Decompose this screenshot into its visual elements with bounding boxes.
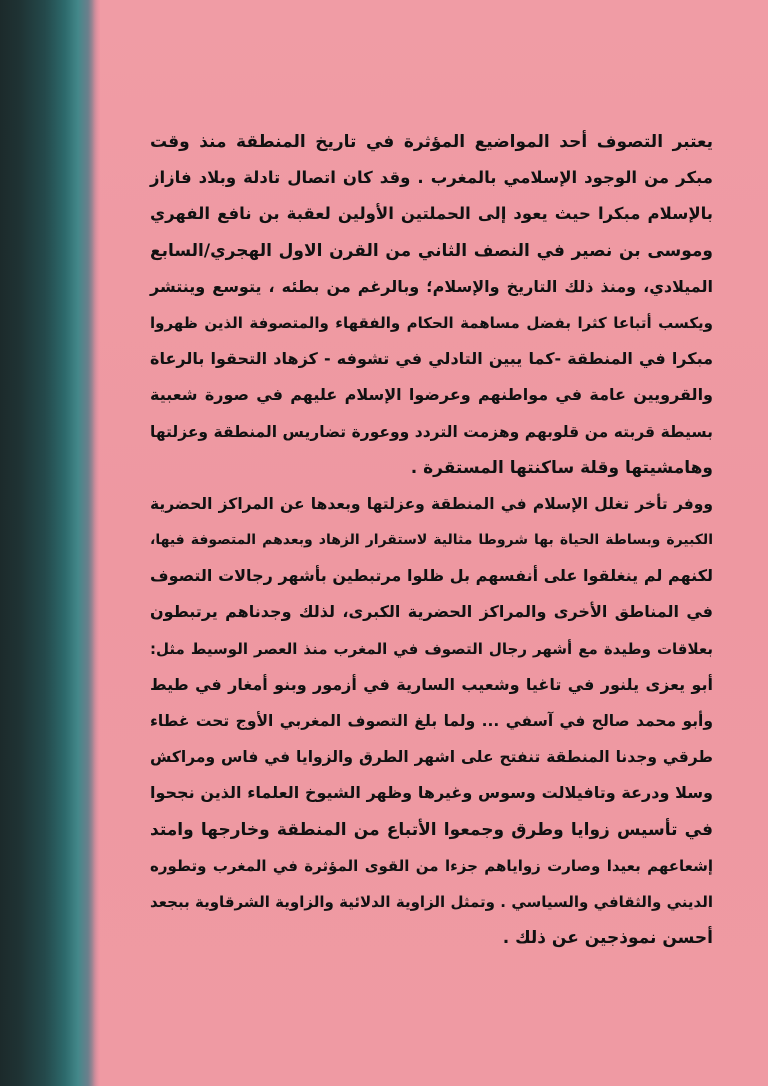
- text-line: الميلادي، ومنذ ذلك التاريخ والإسلام؛ وبالرغم من بطئه ، يتوسع وينتشر: [150, 276, 713, 296]
- text-line: وموسى بن نصير في النصف الثاني من القرن الاول الهجري/السابع: [150, 240, 713, 261]
- text-line: لكنهم لم ينغلقوا على أنفسهم بل ظلوا مرتبطين بأشهر رجالات التصوف: [150, 566, 713, 586]
- text-line: أحسن نموذجين عن ذلك .: [502, 928, 713, 949]
- text-line: وسلا ودرعة وتافيلالت وسوس وغيرها وظهر الشيوخ العلماء الذين نجحوا: [150, 783, 713, 803]
- text-line: يعتبر التصوف أحد المواضيع المؤثرة في تاريخ المنطقة منذ وقت: [150, 132, 713, 152]
- text-line: طرقي وجدنا المنطقة تنفتح على اشهر الطرق والزوايا في فاس ومراكش: [150, 748, 713, 767]
- text-line: والقرويين عامة في مواطنهم وعرضوا الإسلام عليهم في صورة شعبية: [150, 385, 713, 405]
- text-line: بسيطة قربته من قلوبهم وهزمت التردد ووعورة تضاريس المنطقة وعزلتها: [150, 422, 713, 441]
- text-line: وأبو محمد صالح في آسفي ... ولما بلغ التصوف المغربي الأوج تحت غطاء: [150, 712, 713, 730]
- text-line: ويكسب أتباعا كثرا بفضل مساهمة الحكام والفقهاء والمتصوفة الذين ظهروا: [150, 313, 713, 332]
- text-line: وهامشيتها وقلة ساكنتها المستقرة .: [410, 457, 713, 478]
- text-line: بالإسلام مبكرا حيث يعود إلى الحملتين الأولين لعقبة بن نافع الفهري: [150, 204, 713, 224]
- text-line: ووفر تأخر تغلل الإسلام في المنطقة وعزلتها وبعدها عن المراكز الحضرية: [150, 494, 713, 513]
- text-line: في تأسيس زوايا وطرق وجمعوا الأتباع من المنطقة وخارجها وامتد: [150, 819, 713, 840]
- text-line: مبكرا في المنطقة -كما يبين التادلي في تشوفه - كزهاد التحقوا بالرعاة: [150, 349, 713, 369]
- blurb-text: [150, 124, 713, 956]
- paragraph-1: [150, 124, 713, 486]
- text-line: إشعاعهم بعيدا وصارت زواياهم جزءا من القوى المؤثرة في المغرب وتطوره: [150, 856, 713, 875]
- text-line: بعلاقات وطيدة مع أشهر رجال التصوف في المغرب منذ العصر الوسيط مثل:: [150, 639, 713, 658]
- text-line: مبكر من الوجود الإسلامي بالمغرب . وقد كان اتصال تادلة وبلاد فازاز: [150, 168, 713, 188]
- text-line: في المناطق الأخرى والمراكز الحضرية الكبرى، لذلك وجدناهم يرتبطون: [150, 602, 713, 622]
- text-line: الكبيرة وبساطة الحياة بها شروطا مثالية لاستقرار الزهاد وبعدهم المتصوفة فيها،: [150, 532, 713, 549]
- text-line: أبو يعزى يلنور في تاغيا وشعيب السارية في أزمور وبنو أمغار في طيط: [150, 674, 713, 694]
- book-spine: [0, 0, 100, 1086]
- text-line: الديني والثقافي والسياسي . وتمثل الزاوية الدلائية والزاوية الشرقاوية ببجعد: [150, 892, 713, 911]
- paragraph-2: [150, 486, 713, 956]
